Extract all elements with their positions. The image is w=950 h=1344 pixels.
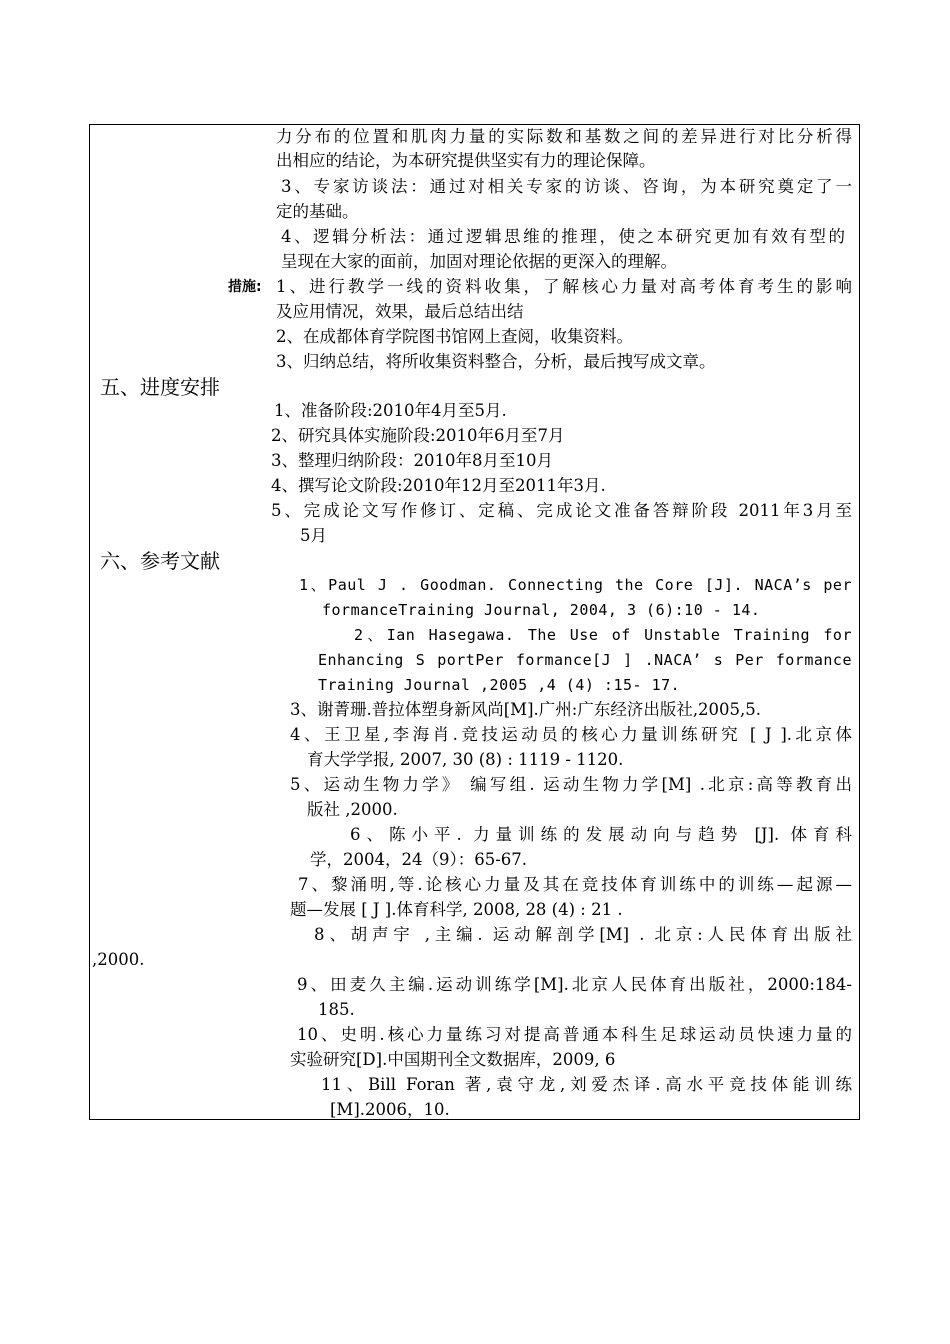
reference-2-cont-1: Enhancing S portPer formance[J ] .NACA’ s Per formance [318, 651, 852, 669]
method-continuation-line-1: 力分布的位置和肌肉力量的实际数和基数之间的差异进行对比分析得 [276, 127, 852, 146]
measure-item-2: 2、在成都体育学院图书馆网上查阅，收集资料。 [276, 327, 633, 346]
schedule-item-1: 1、准备阶段:2010年4月至5月. [274, 401, 507, 420]
measure-item-3: 3、归纳总结，将所收集资料整合，分析，最后拽写成文章。 [276, 352, 716, 371]
reference-7: 7、黎涌明,等.论核心力量及其在竞技体育训练中的训练—起源— [298, 875, 852, 894]
reference-6-cont: 学，2004，24（9）：65-67. [310, 850, 528, 869]
schedule-heading: 五、进度安排 [100, 375, 220, 399]
reference-6: 6、陈小平. 力量训练的发展动向与趋势 [J]. 体育科 [350, 825, 852, 844]
reference-7-cont: 题—发展 [ J ].体育科学, 2008, 28 (4) : 21 . [290, 900, 623, 919]
schedule-item-2: 2、研究具体实施阶段:2010年6月至7月 [271, 426, 565, 445]
reference-11-cont: [M].2006，10. [330, 1100, 450, 1119]
expert-interview-method: 3、专家访谈法：通过对相关专家的访谈、咨询，为本研究奠定了一 [281, 177, 852, 196]
reference-4-cont: 育大学学报, 2007, 30 (8) : 1119 - 1120. [307, 750, 624, 769]
reference-2-cont-2: Training Journal ,2005 ,4 (4) :15- 17. [318, 676, 681, 694]
reference-5-cont: 版社 ,2000. [307, 800, 398, 819]
schedule-item-5: 5、完成论文写作修订、定稿、完成论文准备答辩阶段 2011年3月至 [271, 501, 852, 520]
expert-interview-method-cont: 定的基础。 [276, 202, 359, 221]
reference-2: 2、Ian Hasegawa. The Use of Unstable Training for [354, 626, 852, 644]
references-heading: 六、参考文献 [100, 549, 220, 573]
logic-analysis-method-cont: 呈现在大家的面前，加固对理论依据的更深入的理解。 [281, 252, 677, 271]
reference-11: 11、Bill Foran 著,袁守龙,刘爱杰译.高水平竞技体能训练 [321, 1075, 852, 1094]
reference-9: 9、田麦久主编.运动训练学[M].北京人民体育出版社，2000:184- [297, 975, 852, 994]
reference-5: 5、运动生物力学》 编写组. 运动生物力学[M] .北京:高等教育出 [290, 775, 852, 794]
measure-item-1: 1、进行教学一线的资料收集，了解核心力量对高考体育考生的影响 [276, 277, 852, 296]
schedule-item-3: 3、整理归纳阶段：2010年8月至10月 [271, 451, 553, 470]
reference-1: 1、Paul J . Goodman. Connecting the Core [J]. NACA’s per [299, 576, 852, 594]
measure-item-1-cont: 及应用情况，效果，最后总结出结 [276, 302, 524, 321]
reference-8-cont: ,2000. [92, 950, 145, 969]
logic-analysis-method: 4、逻辑分析法：通过逻辑思维的推理，使之本研究更加有效有型的 [281, 227, 845, 246]
schedule-item-4: 4、撰写论文阶段:2010年12月至2011年3月. [271, 476, 606, 495]
reference-4: 4、王卫星,李海肖.竞技运动员的核心力量训练研究 [ J ].北京体 [290, 725, 852, 744]
reference-10-cont: 实验研究[D].中国期刊全文数据库，2009, 6 [290, 1050, 616, 1069]
method-continuation-line-2: 出相应的结论，为本研究提供坚实有力的理论保障。 [276, 151, 656, 170]
reference-3: 3、谢菁珊.普拉体塑身新风尚[M].广州:广东经济出版社,2005,5. [290, 700, 762, 719]
schedule-item-5-cont: 5月 [300, 526, 327, 545]
reference-1-cont: formanceTraining Journal, 2004, 3 (6):10 - 14. [322, 601, 761, 619]
reference-8: 8、胡声宇 ,主编. 运动解剖学[M] . 北京:人民体育出版社 [314, 925, 852, 944]
reference-9-cont: 185. [318, 1000, 355, 1019]
measures-label: 措施: [228, 279, 262, 295]
reference-10: 10、史明.核心力量练习对提高普通本科生足球运动员快速力量的 [297, 1025, 852, 1044]
